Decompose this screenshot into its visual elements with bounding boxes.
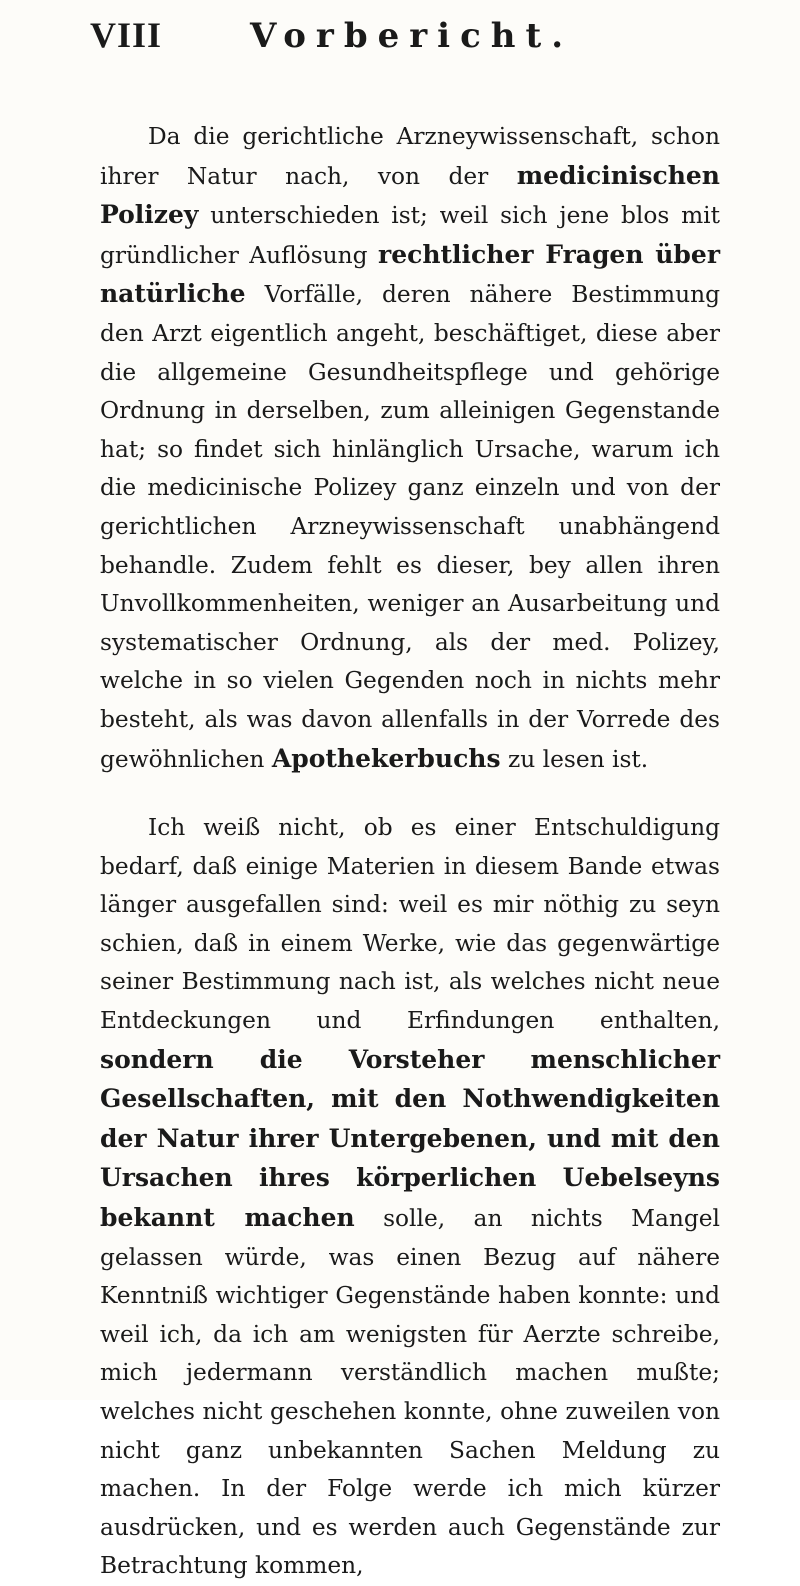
- emphasized-term: medicinischen Polizey: [100, 160, 720, 230]
- text-segment: Da die gerichtliche Arzneywissenschaft, schon ihrer Natur nach, von der: [100, 123, 720, 190]
- text-segment: Ich weiß nicht, ob es einer Entschuldigung bedarf, daß einige Materien in diesem Bande etwas länger ausgefallen sind: weil es mir nöthig zu seyn schien, daß in einem Werke, wie das gegenwärtige seiner Bestimmung nach ist, als welches nicht neue Entdeckungen und Erfindungen enthalten,: [100, 814, 720, 1035]
- emphasized-passage: sondern die Vorsteher menschlicher Gesellschaften, mit den Nothwendigkeiten der Natur ihrer Untergebenen, und mit den Ursachen ihres körperlichen Uebelseyns bekannt machen: [100, 1044, 720, 1233]
- text-segment: solle, an nichts Mangel gelassen würde, was einen Bezug auf nähere Kenntniß wichtiger Gegenstände haben konnte: und weil ich, da ich am wenigsten für Aerzte schreibe, mich jedermann verständlich machen mußte; welches nicht geschehen konnte, ohne zuweilen von nicht ganz unbekannten Sachen Meldung zu machen. In der Folge werde ich mich kürzer ausdrücken, und es werden auch Gegenstände zur Betrachtung kommen,: [100, 1205, 720, 1580]
- text-segment: zu lesen ist.: [500, 745, 649, 773]
- text-segment: unterschieden ist; weil sich jene blos mit gründlicher Auflösung: [100, 202, 720, 269]
- page-header: [90, 14, 740, 74]
- page-number: VIII: [90, 15, 163, 55]
- emphasized-term: Apothekerbuchs: [271, 743, 501, 773]
- emphasized-term: rechtlicher Fragen über natürliche: [100, 239, 720, 309]
- paragraph-1: [100, 118, 720, 779]
- running-head: Vorbericht.: [250, 16, 574, 56]
- paragraph-2: [100, 809, 720, 1586]
- body-text: [100, 118, 720, 1586]
- text-segment: Vorfälle, deren nähere Bestimmung den Arzt eigentlich angeht, beschäftiget, diese aber die allgemeine Gesundheitspflege und gehörige Ordnung in derselben, zum alleinigen Gegenstande hat; so findet sich hinlänglich Ursache, warum ich die medicinische Polizey ganz einzeln und von der gerichtlichen Arzneywissenschaft unabhängend behandle. Zudem fehlt es dieser, bey allen ihren Unvollkommenheiten, weniger an Ausarbeitung und systematischer Ordnung, als der med. Polizey, welche in so vielen Gegenden noch in nichts mehr besteht, als was davon allenfalls in der Vorrede des gewöhnlichen: [100, 281, 720, 773]
